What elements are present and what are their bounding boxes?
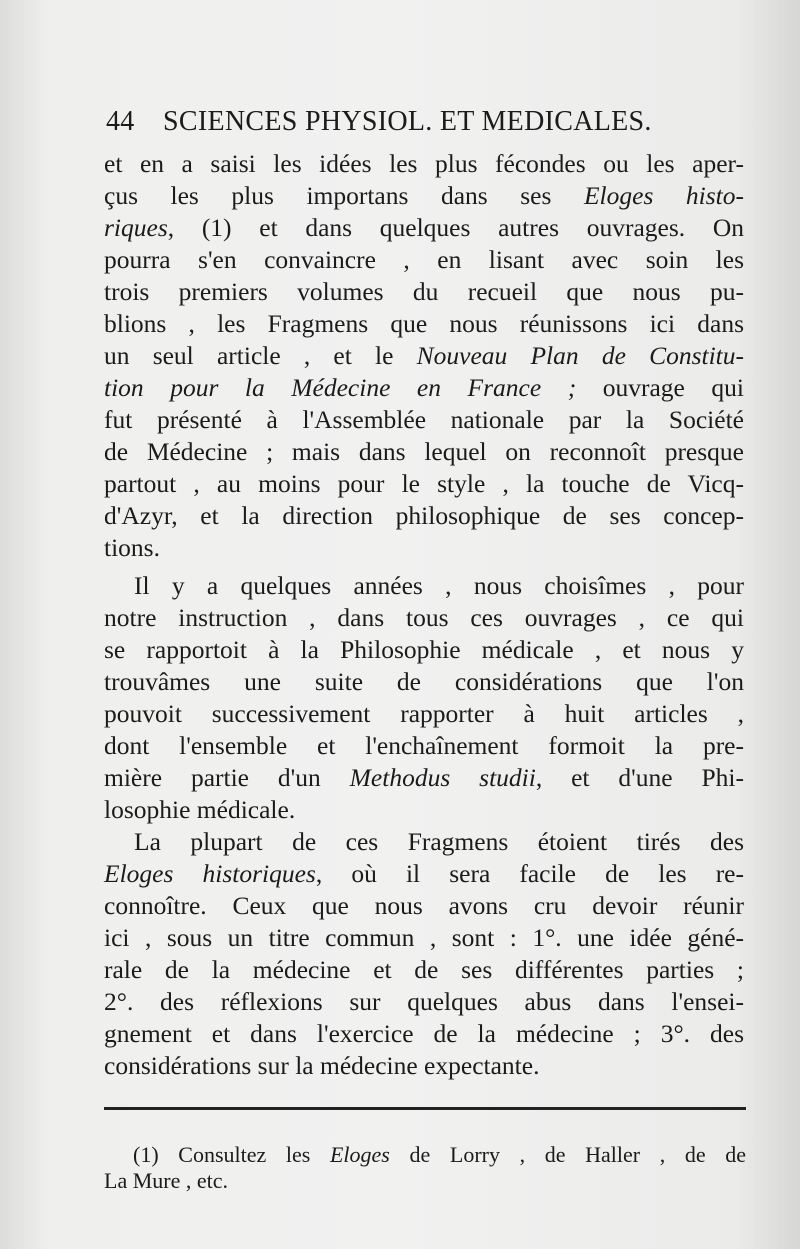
paragraph-1-line-8: tion pour la Médecine en France ; ouvrage qui bbox=[104, 373, 744, 402]
paragraph-3-line-1: La plupart de ces Fragmens étoient tirés des bbox=[134, 827, 744, 856]
paragraph-1-line-12: d'Azyr, et la direction philosophique de ses concep- bbox=[104, 501, 744, 530]
running-header bbox=[106, 106, 692, 142]
paragraph-2-line-6: dont l'ensemble et l'enchaînement formoit la pre- bbox=[104, 731, 744, 760]
running-title: SCIENCES PHYSIOL. ET MEDICALES. bbox=[163, 106, 652, 137]
paragraph-3-line-4: ici , sous un titre commun , sont : 1°. une idée géné- bbox=[104, 923, 744, 952]
paragraph-1-line-5: trois premiers volumes du recueil que nous pu- bbox=[104, 277, 744, 306]
paragraph-1-line-6: blions , les Fragmens que nous réunissons ici dans bbox=[104, 309, 744, 338]
page-number: 44 bbox=[106, 106, 135, 137]
paragraph-2-line-3: se rapportoit à la Philosophie médicale , et nous y bbox=[104, 635, 744, 664]
paragraph-1-line-10: de Médecine ; mais dans lequel on reconnoît presque bbox=[104, 437, 744, 466]
paragraph-1-line-3: riques, (1) et dans quelques autres ouvrages. On bbox=[104, 213, 744, 242]
paragraph-2-line-8: losophie médicale. bbox=[104, 795, 296, 824]
paragraph-2-line-2: notre instruction , dans tous ces ouvrages , ce qui bbox=[104, 603, 744, 632]
paragraph-2-line-5: pouvoit successivement rapporter à huit articles , bbox=[104, 699, 744, 728]
paragraph-3-line-8: considérations sur la médecine expectante. bbox=[104, 1051, 540, 1080]
paragraph-1-line-11: partout , au moins pour le style , la touche de Vicq- bbox=[104, 469, 744, 498]
paragraph-2-line-1: Il y a quelques années , nous choisîmes , pour bbox=[134, 571, 744, 600]
paragraph-3-line-7: gnement et dans l'exercice de la médecine ; 3°. des bbox=[104, 1019, 744, 1048]
paragraph-3-line-3: connoître. Ceux que nous avons cru devoir réunir bbox=[104, 891, 744, 920]
paragraph-1-line-1: et en a saisi les idées les plus fécondes ou les aper- bbox=[104, 149, 744, 178]
paragraph-1-line-13: tions. bbox=[104, 533, 160, 562]
paragraph-2-line-4: trouvâmes une suite de considérations que l'on bbox=[104, 667, 744, 696]
paragraph-1-line-9: fut présenté à l'Assemblée nationale par la Société bbox=[104, 405, 744, 434]
paragraph-3-line-2: Eloges historiques, où il sera facile de les re- bbox=[104, 859, 744, 888]
paragraph-2-line-7: mière partie d'un Methodus studii, et d'une Phi- bbox=[104, 763, 744, 792]
paragraph-3-line-6: 2°. des réflexions sur quelques abus dans l'ensei- bbox=[104, 987, 744, 1016]
footnote-line-2: La Mure , etc. bbox=[104, 1168, 228, 1193]
footnote-line-1: (1) Consultez les Eloges de Lorry , de Haller , de de bbox=[133, 1142, 747, 1167]
paragraph-1-line-7: un seul article , et le Nouveau Plan de Constitu- bbox=[104, 341, 744, 370]
paragraph-1-line-4: pourra s'en convaincre , en lisant avec soin les bbox=[104, 245, 744, 274]
paragraph-1-line-2: çus les plus importans dans ses Eloges histo- bbox=[104, 181, 744, 210]
paragraph-3-line-5: rale de la médecine et de ses différentes parties ; bbox=[104, 955, 744, 984]
footnote-rule bbox=[104, 1107, 746, 1110]
